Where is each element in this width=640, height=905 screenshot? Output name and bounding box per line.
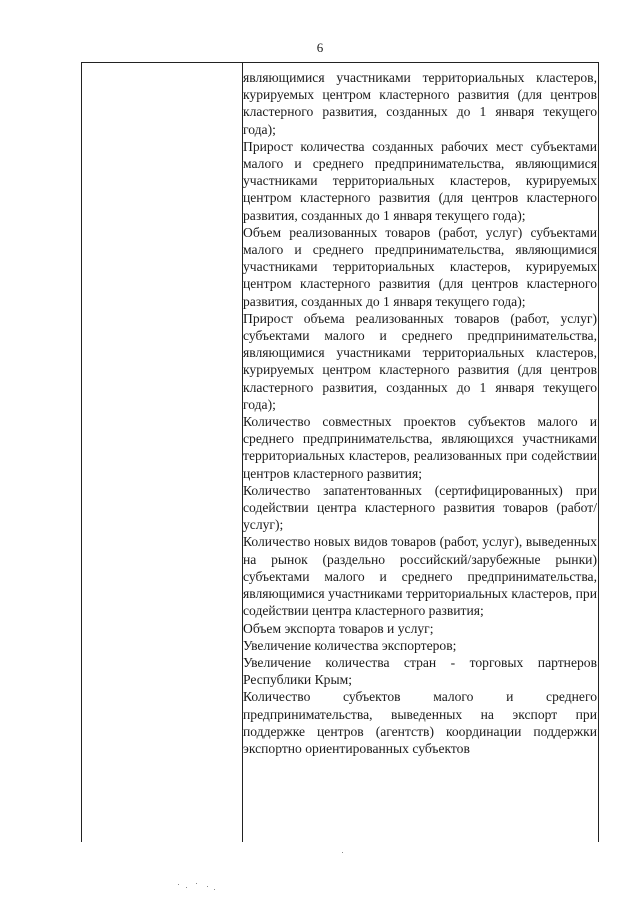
page-number: 6 bbox=[316, 40, 324, 55]
indicator-paragraph-3: Объем реализованных товаров (работ, услуг) субъектами малого и среднего предпринимательства, являющимися участниками территориальных кластеров, курируемых центром кластерного развития (для центров кластерного развития, созданных до 1 января текущего года); bbox=[243, 224, 597, 309]
indicator-paragraph-10: Увеличение количества стран - торговых партнеров Республики Крым; bbox=[243, 654, 597, 688]
indicator-paragraph-5: Количество совместных проектов субъектов малого и среднего предпринимательства, являющихся участниками территориальных кластеров, реализованных при содействии центров кластерного развития; bbox=[243, 414, 597, 481]
indicator-paragraph-9: Увеличение количества экспортеров; bbox=[243, 637, 457, 653]
indicator-paragraph-2: Прирост количества созданных рабочих мест субъектами малого и среднего предпринимательства, являющимися участниками территориальных кластеров, курируемых центром кластерного развития (для центров кластерного развития, созданных до 1 января текущего года); bbox=[243, 138, 597, 223]
indicator-table bbox=[81, 62, 599, 842]
table-left-cell bbox=[82, 63, 243, 842]
indicator-paragraph-1: являющимися участниками территориальных кластеров, курируемых центром кластерного развития (для центров кластерного развития, созданных до 1 января текущего года); bbox=[243, 70, 597, 137]
indicator-paragraph-6: Количество запатентованных (сертифицированных) при содействии центра кластерного развития товаров (работ/услуг); bbox=[243, 482, 597, 533]
indicator-paragraph-11: Количество субъектов малого и среднего предпринимательства, выведенных на экспорт при поддержке центров (агентств) координации поддержки экспортно ориентированных субъектов bbox=[243, 689, 597, 756]
indicator-paragraph-7: Количество новых видов товаров (работ, услуг), выведенных на рынок (раздельно российский/зарубежные рынки) субъектами малого и среднего предпринимательства, являющимися участниками территориальных кластеров, при содействии центра кластерного развития; bbox=[243, 534, 597, 619]
indicator-paragraph-4: Прирост объема реализованных товаров (работ, услуг) субъектами малого и среднего предпринимательства, являющимися участниками территориальных кластеров, курируемых центром кластерного развития (для центров кластерного развития, созданных до 1 января текущего года); bbox=[243, 310, 597, 412]
indicator-paragraph-8: Объем экспорта товаров и услуг; bbox=[243, 620, 434, 636]
table-right-cell bbox=[243, 69, 597, 757]
